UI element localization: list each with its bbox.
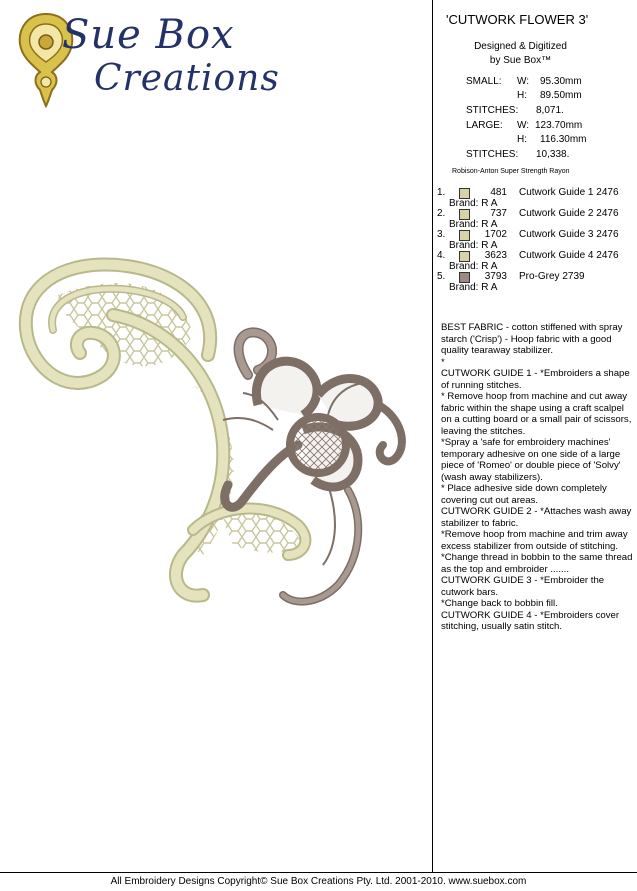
small-stitches: 8,071. bbox=[536, 105, 564, 116]
large-h-label: H: bbox=[517, 134, 527, 145]
small-h-label: H: bbox=[517, 90, 527, 101]
large-stitches: 10,338. bbox=[536, 149, 570, 160]
large-stitches-label: STITCHES: bbox=[466, 149, 519, 160]
designed-by-line-2: by Sue Box™ bbox=[489, 55, 552, 66]
designed-by bbox=[433, 40, 608, 68]
instruction-line: CUTWORK GUIDE 1 - *Embroiders a shape of running stitches. bbox=[441, 368, 630, 391]
vertical-divider bbox=[432, 0, 433, 872]
instruction-line: *Change back to bobbin fill. bbox=[441, 598, 558, 609]
large-label: LARGE: bbox=[466, 120, 503, 131]
copyright-footer: All Embroidery Designs Copyright© Sue Box Creations Pty. Ltd. 2001-2010. www.suebox.com bbox=[110, 876, 527, 887]
cutwork-flower-illustration bbox=[18, 255, 413, 625]
footer-divider bbox=[0, 872, 637, 873]
instruction-line: *Remove hoop from machine and trim away excess stabilizer from outside of stitching. bbox=[441, 529, 628, 552]
logo-line-1: Sue Box bbox=[62, 12, 235, 58]
instruction-line: * bbox=[441, 356, 445, 368]
sue-box-logo bbox=[14, 10, 280, 120]
instruction-line: CUTWORK GUIDE 3 - *Embroider the cutwork bars. bbox=[441, 575, 605, 598]
logo-line-2: Creations bbox=[94, 58, 280, 99]
instruction-line: * Place adhesive side down completely covering cut out areas. bbox=[441, 483, 607, 506]
small-label: SMALL: bbox=[466, 76, 502, 87]
instruction-line: *Change thread in bobbin to the same thread as the top and embroider ....... bbox=[441, 552, 633, 575]
stitching-instructions bbox=[441, 322, 633, 633]
small-height: 89.50mm bbox=[540, 90, 582, 101]
instruction-line: CUTWORK GUIDE 2 - *Attaches wash away stabilizer to fabric. bbox=[441, 506, 632, 529]
small-w-label: W: bbox=[517, 76, 530, 87]
instruction-line: *Spray a 'safe for embroidery machines' temporary adhesive on one side of a large piece of 'Romeo' or double piece of 'Solvy' (wash away stabilizers). bbox=[441, 437, 621, 483]
instruction-line: * Remove hoop from machine and cut away fabric within the shape using a craft scalpel on a cutting board or a small pair of scissors, leaving the stitches. bbox=[441, 391, 632, 437]
large-w-label: W: bbox=[517, 120, 530, 131]
design-title: 'CUTWORK FLOWER 3' bbox=[446, 12, 589, 27]
instruction-line: CUTWORK GUIDE 4 - *Embroiders cover stitching, usually satin stitch. bbox=[441, 609, 620, 632]
small-width: 95.30mm bbox=[540, 76, 582, 87]
large-height: 116.30mm bbox=[540, 134, 587, 145]
thread-brand: Robison-Anton Super Strength Rayon bbox=[452, 168, 570, 175]
small-stitches-label: STITCHES: bbox=[466, 105, 519, 116]
instruction-line: BEST FABRIC - cotton stiffened with spray starch ('Crisp') - Hoop fabric with a good quality tearaway stabilizer. bbox=[441, 322, 623, 356]
designed-by-line-1: Designed & Digitized bbox=[474, 41, 567, 52]
large-width: 123.70mm bbox=[535, 120, 583, 131]
